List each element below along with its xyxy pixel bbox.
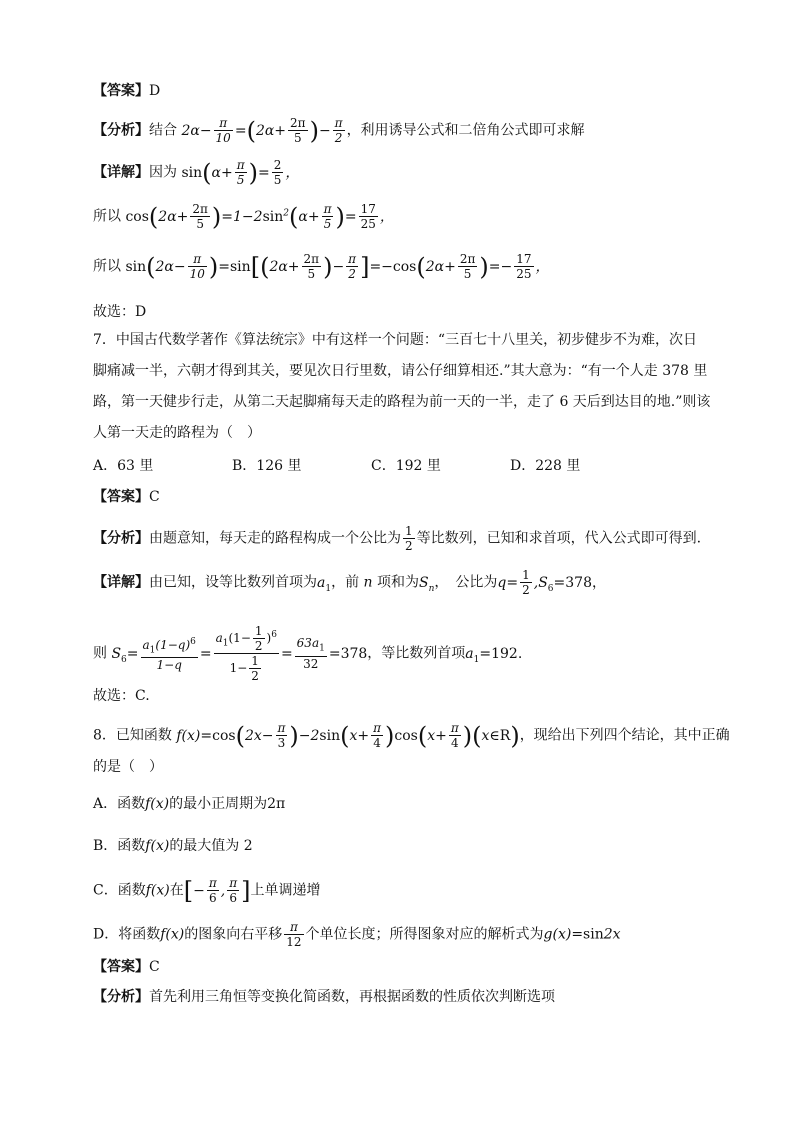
q6-answer [93,81,160,101]
option-text: C．函数 [93,882,146,899]
first-term-result: $a_1=192$. [465,645,523,665]
so-text: 所以 [93,208,121,225]
q8-option-b [93,836,253,856]
fx-symbol: f(x) [145,838,170,854]
answer-label: 【答案】 [93,959,149,975]
detail-text-4: ， 公比为 [434,574,498,591]
q7-detail [93,568,606,598]
answer-value: C [149,959,160,975]
option-text-3: 上单调递增 [250,882,321,899]
q7-option-b: B．126 里 [232,458,302,474]
option-text-3: 个单位长度；所得图象对应的解析式为 [305,926,544,943]
option-text: B．函数 [93,838,146,854]
analysis-text-2: ，利用诱导公式和二倍角公式即可求解 [346,122,585,139]
q7-answer [93,487,160,507]
then-text: 则 [93,645,107,662]
first-term-symbol: $a_1$ [317,574,332,594]
n-symbol: n [359,574,378,591]
sn-symbol: $S_n$ [419,574,435,594]
stem-text: 8．已知函数 [93,727,172,744]
q7-stem-4: 人第一天走的路程为（ ） [93,425,261,441]
shift-fraction: $\frac{\pi}{12}$ [286,920,302,949]
q7-choice: 故选：C. [93,688,150,704]
interval: [− $\frac{\pi}{6}$ , $\frac{\pi}{6}$ ] [183,876,251,905]
ratio-formula: q= $\frac{1}{2}$ $,S_6=378$， [497,568,606,597]
gx-formula: g(x)=sin2x [543,926,621,943]
detail-label: 【详解】 [93,574,149,591]
q8-stem-2: 的是（ ） [93,759,163,775]
option-text-2: 的最大值为 2 [169,838,253,854]
q7-stem-3: 路，第一天健步行走，从第二天起脚痛每天走的路程为前一天的一半，走了 6 天后到达目的地.”则该 [93,394,711,410]
analysis-text-2: 等比数列，已知和求首项，代入公式即可得到. [416,530,702,547]
q7-option-d: D．228 里 [510,458,581,474]
option-text: D．将函数 [93,926,161,943]
function-formula: f(x)=cos(2x− $\frac{\pi}{3}$ )−2sin(x+ $\frac{\pi}{4}$ )cos(x+ $\frac{\pi}{4}$ )(x∈R) [176,721,520,750]
answer-label: 【答案】 [93,83,149,99]
analysis-label: 【分析】 [93,989,149,1005]
detail-label: 【详解】 [93,164,149,181]
q7-stem-2: 脚痛减一半，六朝才得到其关，要见次日行里数，请公仔细算相还.”其大意为：“有一个人走 378 里 [93,363,708,379]
q8-answer [93,957,160,977]
q7-option-a: A．63 里 [93,458,154,474]
option-text-2: 在 [169,882,184,899]
q7-formula-line [93,624,522,683]
q6-analysis [93,116,585,145]
option-text-2: 的图象向右平移 [184,926,283,943]
detail-text: 由已知，设等比数列首项为 [149,574,317,591]
step1-formula: cos(2α+ $\frac{2\pi}{5}$ )$=1-2\sin^2(\alpha+$ $\frac{\pi}{5}$ )= $\frac{17}{25}$ ， [125,202,394,231]
q7-analysis [93,524,701,553]
fx-symbol: f(x) [145,882,170,899]
q8-option-c [93,876,320,905]
q6-step1 [93,202,394,231]
analysis-text: 首先利用三角恒等变换化简函数，再根据函数的性质依次判断选项 [149,989,555,1005]
answer-label: 【答案】 [93,489,149,505]
q7-option-c: C．192 里 [371,458,441,474]
analysis-label: 【分析】 [93,122,149,139]
q7-stem-1: 7．中国古代数学著作《算法统宗》中有这样一个问题：“三百七十八里关，初步健步不为难，次日 [93,332,698,348]
option-text-2: 的最小正周期为 [169,796,268,812]
detail-formula: sin(α+ $\frac{\pi}{5}$ )= $\frac{2}{5}$ ， [181,158,300,187]
analysis-text: 结合 [149,122,177,139]
q8-option-d [93,920,621,949]
q8-analysis [93,987,555,1007]
so-text-2: 所以 [93,258,121,275]
answer-value: C [149,489,160,505]
option-text: A．函数 [93,796,146,812]
q6-step2 [93,252,550,281]
stem-text-2: ，现给出下列四个结论，其中正确 [519,727,730,744]
fx-symbol: f(x) [145,796,170,812]
q8-option-a [93,794,285,814]
ratio-fraction: $\frac{1}{2}$ [405,524,413,553]
q6-choice: 故选：D [93,304,147,320]
analysis-label: 【分析】 [93,530,149,547]
detail-text-2: ，前 [331,574,360,591]
step2-formula: sin(2α− $\frac{\pi}{10}$ )=sin[(2α+ $\frac{2\pi}{5}$ )− $\frac{\pi}{2}$ ]=−cos(2α+ $\frac{2\pi}{5}$ )=− $\frac{17}{25}$ ， [125,252,550,281]
fx-symbol: f(x) [160,926,185,943]
detail-tail-text: ，等比数列首项 [367,645,466,662]
answer-value: D [149,83,161,99]
detail-text: 因为 [149,164,177,181]
analysis-text: 由题意知，每天走的路程构成一个公比为 [149,530,401,547]
q8-stem-1 [93,721,730,750]
q6-detail [93,158,299,187]
analysis-formula: 2α− $\frac{\pi}{10}$ =(2α+ $\frac{2\pi}{5}$ )− $\frac{\pi}{2}$ [181,116,343,145]
detail-text-3: 项和为 [377,574,420,591]
sum-formula: $S_6=$ $\frac{a_1(1-q)^6}{1-q}$ = $a_1(1-$ $\frac{1}{2}$ )$^6$ 1− $\frac{1}{2}$ = $\frac{63a_1}{32}$ =378 [111,624,368,683]
q7-options [93,456,580,476]
period-value: 2π [267,796,286,812]
